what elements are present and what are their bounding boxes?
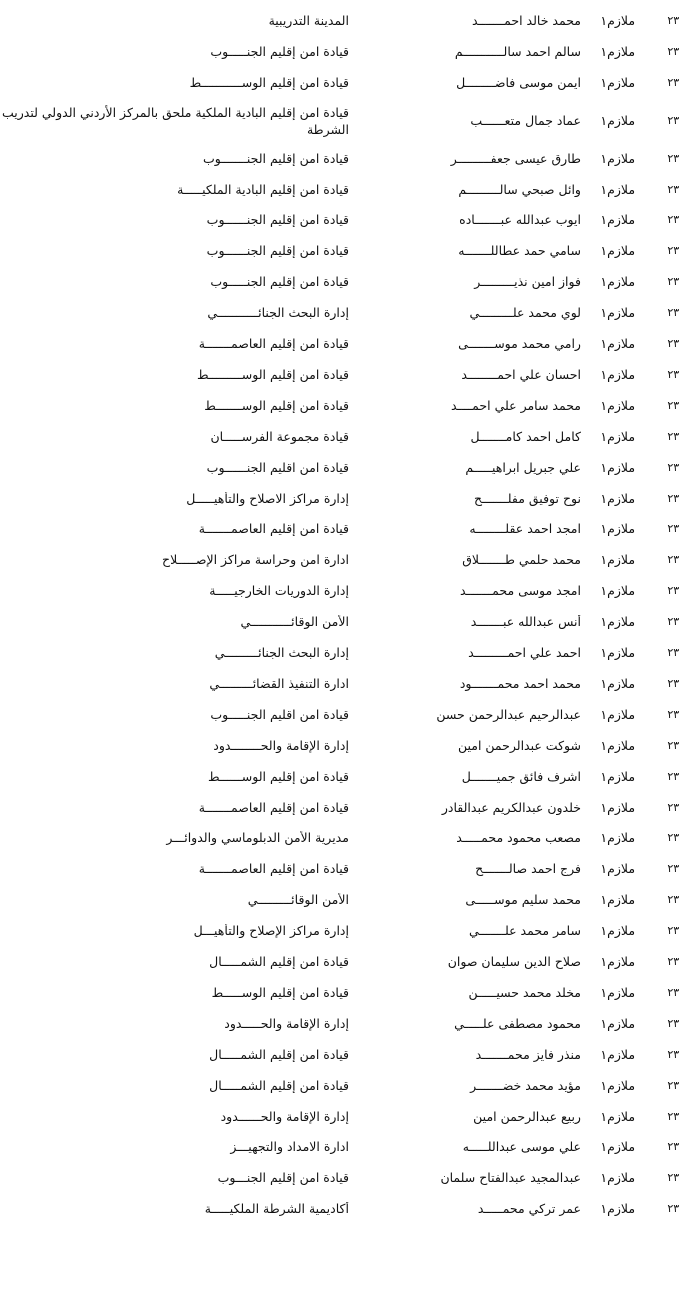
officer-name: عمر تركي محمـــــد: [477, 1202, 581, 1217]
record-number: ٢٣: [667, 491, 680, 505]
rank-label: ملازم١: [600, 212, 636, 228]
unit-assignment: قيادة امن إقليم الشمـــــال: [209, 955, 349, 969]
list-item: [0, 885, 700, 915]
rank-label: ملازم١: [600, 428, 636, 444]
rank-label: ملازم١: [600, 74, 636, 90]
officer-name: امجد احمد عقلــــــــه: [469, 522, 581, 537]
list-item: [0, 731, 700, 761]
officer-name: احسان علي احمــــــــد: [461, 367, 581, 382]
officer-name: محمد احمد محمـــــــود: [459, 676, 581, 691]
unit-assignment: الأمن الوقائـــــــــي: [247, 893, 349, 908]
rank-label: ملازم١: [600, 1201, 636, 1217]
unit-assignment: إدارة الدوريات الخارجيـــــة: [209, 584, 349, 599]
list-item: [0, 514, 700, 544]
rank-label: ملازم١: [600, 954, 636, 969]
unit-assignment: قيادة امن اقليم الجنــــــوب: [206, 460, 349, 475]
rank-label: ملازم١: [600, 13, 636, 28]
unit-assignment: قيادة امن إقليم الوســــــط: [207, 769, 349, 784]
record-number: ٢٣: [667, 955, 680, 968]
officer-name: وائل صبحي سالـــــــــم: [458, 182, 581, 197]
officer-name: صلاح الدين سليمان صوان: [447, 955, 581, 969]
record-number: ٢٣: [667, 213, 680, 227]
rank-label: ملازم١: [600, 459, 636, 475]
officer-name: مؤيد محمد خضـــــــر: [470, 1078, 581, 1093]
list-item: [0, 854, 700, 884]
list-item: [0, 700, 700, 730]
list-item: [0, 978, 700, 1008]
unit-assignment: قيادة امن إقليم الجنـــــوب: [210, 275, 349, 290]
officer-name: فرج احمد صالـــــــح: [475, 862, 581, 877]
officer-name: طارق عيسى جعفـــــــــر: [450, 151, 581, 166]
unit-assignment: ادارة امن وحراسة مراكز الإصـــــلاح: [162, 553, 349, 568]
unit-assignment: الأمن الوقائـــــــــــي: [240, 615, 349, 630]
rank-label: ملازم١: [600, 43, 636, 59]
officer-name: سالم احمد سالـــــــــــم: [454, 44, 581, 59]
record-number: ٢٣: [667, 244, 680, 258]
officer-name: ايوب عبدالله عبـــــــاده: [459, 213, 581, 228]
record-number: ٢٣: [667, 1078, 680, 1092]
rank-label: ملازم١: [600, 614, 636, 630]
list-item: [0, 545, 700, 575]
officer-name: سامر محمد علـــــــي: [468, 924, 581, 939]
unit-assignment: قيادة امن إقليم الوســـــــــــط: [189, 75, 349, 90]
rank-label: ملازم١: [600, 150, 636, 166]
list-item: [0, 823, 700, 853]
unit-assignment: قيادة امن إقليم الجنــــــوب: [206, 213, 349, 228]
record-number: ٢٣: [667, 862, 680, 876]
rank-label: ملازم١: [600, 305, 636, 321]
unit-assignment: إدارة الإقامة والحــــــــدود: [213, 738, 349, 753]
rank-label: ملازم١: [600, 366, 636, 382]
unit-assignment: قيادة امن إقليم العاصمـــــــة: [198, 337, 349, 351]
officer-name: عبدالرحيم عبدالرحمن حسن: [436, 707, 581, 722]
record-number: ٢٣: [667, 75, 680, 89]
officer-name: علي موسى عبداللـــــه: [462, 1140, 581, 1155]
rank-label: ملازم١: [600, 336, 636, 351]
record-number: ٢٣: [667, 831, 680, 845]
rank-label: ملازم١: [600, 737, 636, 753]
list-item: [0, 669, 700, 699]
record-number: ٢٣: [667, 924, 680, 938]
officer-name: نوح توفيق مفلـــــــح: [474, 491, 581, 506]
officer-name: محمود مصطفى علـــــي: [454, 1016, 581, 1031]
officer-name: عماد جمال متعــــــب: [470, 113, 581, 128]
officer-name: علي جبريل ابراهيـــــم: [465, 460, 581, 475]
rank-label: ملازم١: [600, 861, 636, 877]
officer-name: مصعب محمود محمـــــد: [456, 831, 581, 846]
list-item: [0, 1132, 700, 1162]
unit-assignment: قيادة امن إقليم الشمـــــال: [209, 1078, 349, 1093]
rank-label: ملازم١: [600, 706, 636, 722]
record-number: ٢٣: [667, 367, 680, 381]
rank-label: ملازم١: [600, 274, 636, 290]
unit-assignment: المدينة التدريبية: [268, 14, 349, 28]
record-number: ٢٣: [667, 1047, 680, 1061]
record-number: ٢٣: [667, 769, 680, 783]
list-item: [0, 68, 700, 98]
officer-name: محمد سامر علي احمــــد: [450, 398, 581, 413]
officer-name: لوي محمد علـــــــــي: [469, 306, 581, 321]
officer-name: ايمن موسى فاضــــــــل: [456, 75, 581, 90]
list-item: [0, 37, 700, 67]
list-item: [0, 1102, 700, 1132]
list-item: [0, 329, 700, 359]
officer-name: خلدون عبدالكريم عبدالقادر: [441, 800, 581, 815]
officer-name: كامل احمد كامـــــــل: [470, 429, 581, 444]
rank-label: ملازم١: [600, 1108, 636, 1124]
rank-label: ملازم١: [600, 984, 636, 1000]
unit-assignment: قيادة امن إقليم البادية الملكيـــــة: [177, 182, 349, 197]
record-number: ٢٣: [667, 337, 680, 350]
unit-assignment: قيادة امن إقليم الجنـــــوب: [210, 44, 349, 59]
unit-assignment: قيادة امن إقليم الجنـــــــوب: [203, 151, 349, 166]
officer-name: مخلد محمد حسيـــــن: [468, 985, 581, 1000]
list-item: [0, 6, 700, 36]
unit-assignment: قيادة امن إقليم الشمـــــال: [209, 1047, 349, 1062]
rank-label: ملازم١: [600, 112, 636, 128]
record-number: ٢٣: [667, 893, 680, 907]
rank-label: ملازم١: [600, 1046, 636, 1062]
record-number: ٢٣: [667, 584, 680, 598]
list-item: [0, 1009, 700, 1039]
record-number: ٢٣: [667, 800, 680, 814]
officer-name: شوكت عبدالرحمن امين: [457, 738, 581, 753]
list-item: [0, 793, 700, 823]
record-number: ٢٣: [667, 676, 680, 690]
officer-name: رامي محمد موســـــــى: [458, 337, 581, 351]
rank-label: ملازم١: [600, 1170, 636, 1186]
record-number: ٢٣: [667, 151, 680, 165]
list-item: [0, 236, 700, 266]
record-number: ٢٣: [667, 182, 680, 196]
list-item: [0, 1163, 700, 1193]
officer-name: منذر فايز محمـــــــد: [475, 1047, 581, 1062]
record-number: ٢٣: [667, 707, 680, 721]
rank-label: ملازم١: [600, 1015, 636, 1031]
list-item: [0, 144, 700, 174]
list-item: [0, 607, 700, 637]
rank-label: ملازم١: [600, 490, 636, 506]
rank-label: ملازم١: [600, 243, 636, 259]
record-number: ٢٣: [667, 14, 680, 27]
officer-name: امجد موسى محمـــــــد: [459, 584, 581, 599]
record-number: ٢٣: [667, 553, 680, 567]
record-number: ٢٣: [667, 1109, 680, 1123]
record-number: ٢٣: [667, 1140, 680, 1154]
unit-assignment: إدارة الإقامة والحــــــدود: [220, 1109, 349, 1124]
officer-name: أنس عبدالله عبـــــــد: [470, 615, 581, 630]
list-item: [0, 391, 700, 421]
record-number: ٢٣: [667, 113, 680, 127]
list-item: [0, 1040, 700, 1070]
rank-label: ملازم١: [600, 675, 636, 691]
officer-name: محمد حلمي طـــــــلاق: [462, 553, 581, 568]
record-number: ٢٣: [667, 646, 680, 659]
unit-assignment: قيادة امن إقليم الجنــــــوب: [206, 244, 349, 259]
record-number: ٢٣: [667, 985, 680, 999]
officer-name: محمد سليم موســـــى: [465, 893, 581, 908]
list-item: [0, 298, 700, 328]
rank-label: ملازم١: [600, 768, 636, 784]
list-item: [0, 99, 700, 143]
unit-assignment: قيادة امن إقليم الجنـــوب: [217, 1171, 349, 1186]
list-item: [0, 453, 700, 483]
unit-assignment: قيادة امن اقليم الجنـــــوب: [210, 707, 349, 722]
record-number: ٢٣: [667, 275, 680, 289]
list-item: [0, 484, 700, 514]
unit-assignment: إدارة البحث الجنائـــــــــي: [214, 646, 349, 660]
unit-assignment: قيادة امن إقليم البادية الملكية ملحق بالمركز الأردني الدولي لتدريب الشرطة: [1, 104, 349, 137]
list-item: [0, 205, 700, 235]
rank-label: ملازم١: [600, 830, 636, 846]
unit-assignment: قيادة امن إقليم العاصمـــــــة: [198, 800, 349, 815]
rank-label: ملازم١: [600, 892, 636, 908]
unit-assignment: إدارة الإقامة والحـــــدود: [224, 1016, 349, 1031]
record-number: ٢٣: [667, 1202, 680, 1216]
rank-label: ملازم١: [600, 1139, 636, 1155]
record-number: ٢٣: [667, 398, 680, 412]
rank-label: ملازم١: [600, 799, 636, 815]
rank-label: ملازم١: [600, 521, 636, 537]
list-item: [0, 175, 700, 205]
record-number: ٢٣: [667, 1171, 680, 1185]
unit-assignment: ادارة الامداد والتجهيـــز: [230, 1140, 349, 1155]
record-number: ٢٣: [667, 44, 680, 58]
record-number: ٢٣: [667, 1016, 680, 1030]
unit-assignment: قيادة مجموعة الفرســـــان: [210, 429, 349, 444]
record-number: ٢٣: [667, 306, 680, 320]
record-number: ٢٣: [667, 429, 680, 443]
officer-name: اشرف فائق جميـــــــل: [461, 769, 581, 784]
unit-assignment: إدارة البحث الجنائـــــــــــي: [207, 306, 349, 321]
rank-label: ملازم١: [600, 1077, 636, 1093]
unit-assignment: إدارة مراكز الإصلاح والتأهيـــل: [193, 924, 349, 939]
unit-assignment: مديرية الأمن الدبلوماسي والدوائـــر: [166, 831, 349, 846]
officer-name: سامي حمد عطاللـــــــه: [458, 244, 581, 259]
list-item: [0, 422, 700, 452]
unit-assignment: قيادة امن إقليم الوســـــــــط: [196, 367, 349, 382]
rank-label: ملازم١: [600, 397, 636, 413]
rank-label: ملازم١: [600, 583, 636, 599]
rank-label: ملازم١: [600, 923, 636, 939]
list-item: [0, 947, 700, 977]
list-item: [0, 1071, 700, 1101]
list-item: [0, 360, 700, 390]
officer-name: احمد علي احمـــــــــد: [468, 646, 581, 660]
officer-name: محمد خالد احمـــــــد: [471, 14, 581, 28]
list-item: [0, 267, 700, 297]
list-item: [0, 762, 700, 792]
unit-assignment: ادارة التنفيذ القضائـــــــــي: [209, 676, 349, 691]
list-item: [0, 1194, 700, 1224]
record-number: ٢٣: [667, 738, 680, 752]
list-item: [0, 916, 700, 946]
rank-label: ملازم١: [600, 645, 636, 660]
rank-label: ملازم١: [600, 552, 636, 568]
list-item: [0, 576, 700, 606]
officer-name: عبدالمجيد عبدالفتاح سلمان: [440, 1171, 581, 1186]
record-number: ٢٣: [667, 615, 680, 629]
record-number: ٢٣: [667, 522, 680, 536]
unit-assignment: قيادة امن إقليم العاصمـــــــة: [198, 862, 349, 877]
unit-assignment: قيادة امن إقليم الوســـــط: [211, 985, 349, 1000]
officer-name: ربيع عبدالرحمن امين: [473, 1109, 581, 1124]
officer-name: فواز امين نذيـــــــــر: [474, 275, 581, 290]
list-item: [0, 638, 700, 668]
unit-assignment: قيادة امن إقليم الوســـــــط: [204, 398, 349, 413]
rank-label: ملازم١: [600, 181, 636, 197]
unit-assignment: قيادة امن إقليم العاصمـــــــة: [198, 522, 349, 537]
unit-assignment: إدارة مراكز الاصلاح والتأهيـــــل: [186, 491, 349, 506]
record-number: ٢٣: [667, 460, 680, 474]
unit-assignment: أكاديمية الشرطة الملكيـــــة: [204, 1202, 349, 1217]
